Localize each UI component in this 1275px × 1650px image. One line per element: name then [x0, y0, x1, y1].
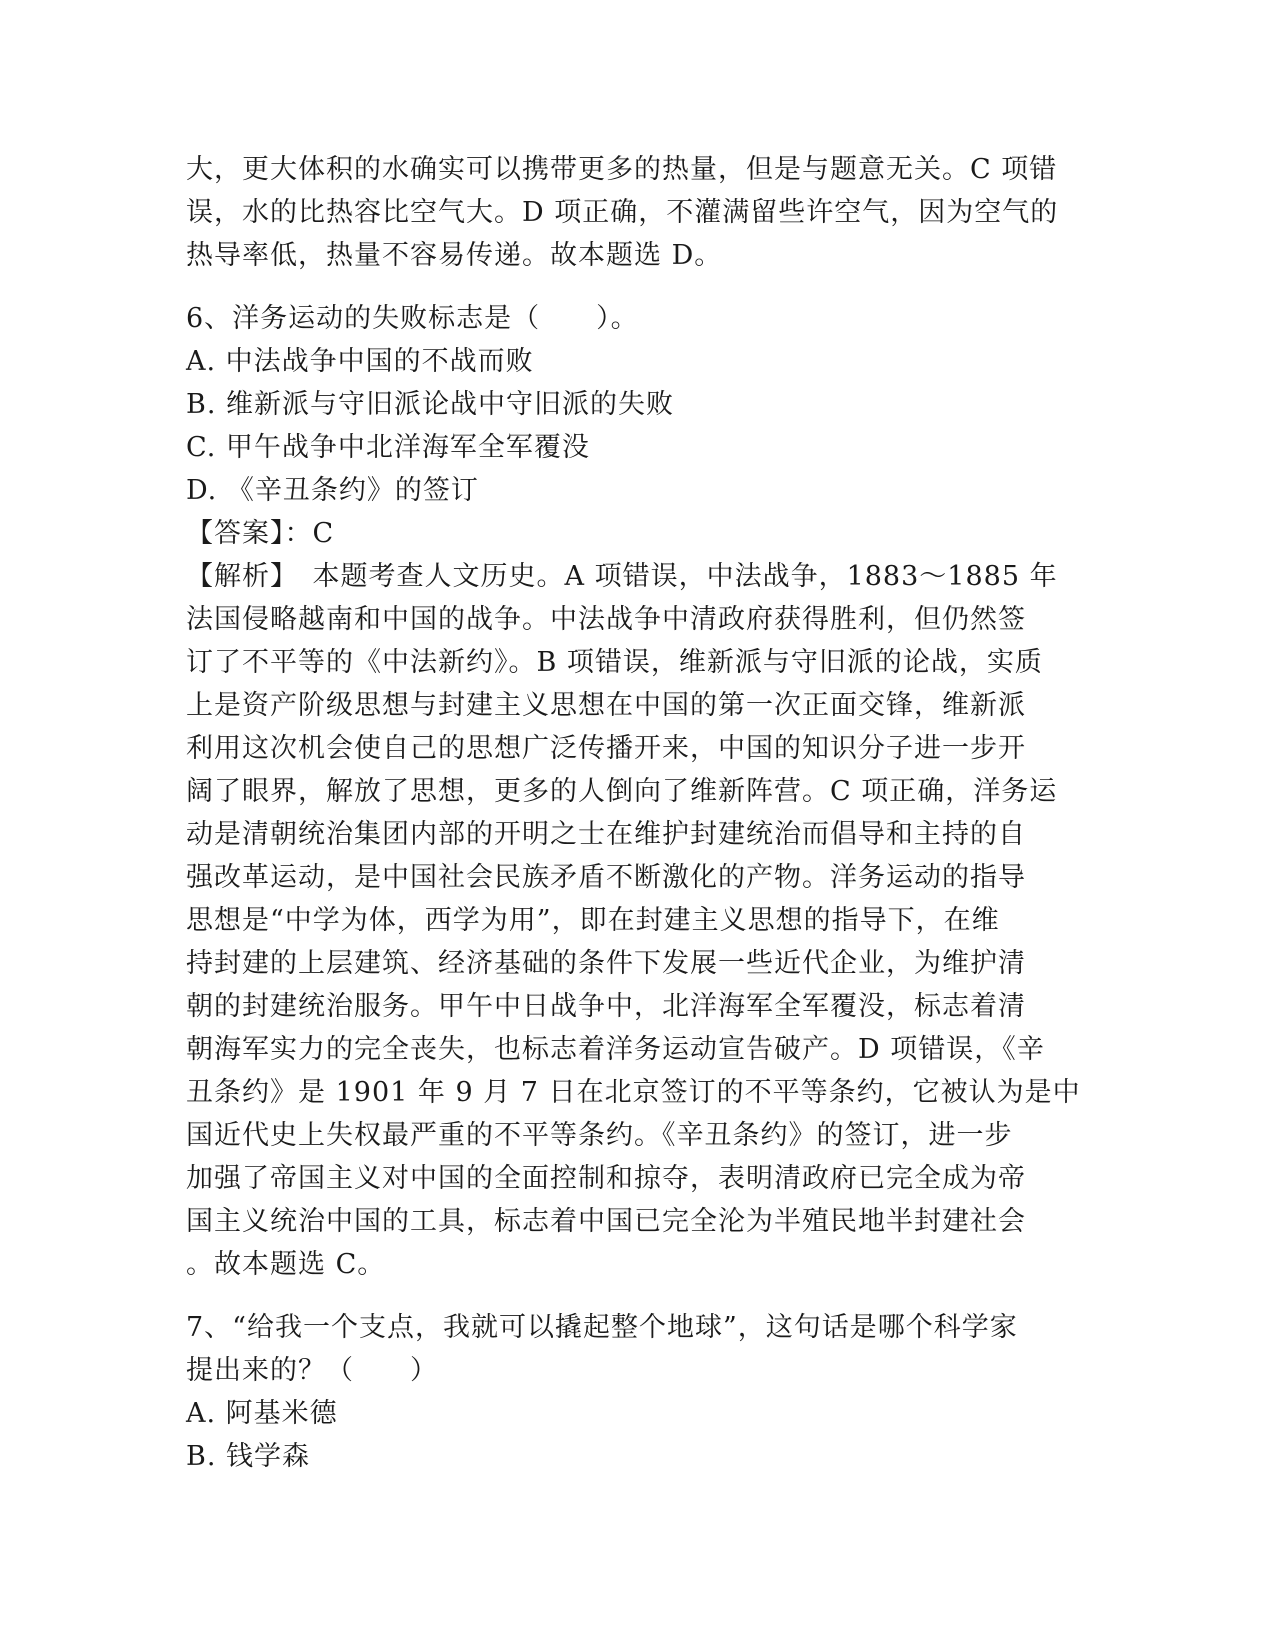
text-line: 国主义统治中国的工具，标志着中国已完全沦为半殖民地半封建社会 [186, 1206, 1026, 1237]
text-line: 朝海军实力的完全丧失，也标志着洋务运动宣告破产。D 项错误，《辛 [186, 1034, 1045, 1065]
text-line: 上是资产阶级思想与封建主义思想在中国的第一次正面交锋，维新派 [186, 690, 1026, 721]
text-line: 思想是“中学为体，西学为用”，即在封建主义思想的指导下，在维 [186, 905, 1000, 936]
text-line: 法国侵略越南和中国的战争。中法战争中清政府获得胜利，但仍然签 [186, 604, 1026, 635]
text-line: 。故本题选 C。 [186, 1249, 386, 1280]
option-a: A. 中法战争中国的不战而败 [186, 346, 534, 377]
text-line: 国近代史上失权最严重的不平等条约。《辛丑条约》的签订，进一步 [186, 1120, 1013, 1151]
question-stem [186, 1306, 1086, 1392]
text-line: 加强了帝国主义对中国的全面控制和掠夺，表明清政府已完全成为帝 [186, 1163, 1026, 1194]
option-b: B. 钱学森 [186, 1441, 311, 1472]
question-7 [186, 1306, 1086, 1478]
text-line: 丑条约》是 1901 年 9 月 7 日在北京签订的不平等条约，它被认为是中 [186, 1077, 1081, 1108]
text-line: 订了不平等的《中法新约》。B 项错误，维新派与守旧派的论战，实质 [186, 647, 1043, 678]
text-line: 热导率低，热量不容易传递。故本题选 D。 [186, 240, 723, 271]
option-b: B. 维新派与守旧派论战中守旧派的失败 [186, 389, 675, 420]
text-line: 强改革运动，是中国社会民族矛盾不断激化的产物。洋务运动的指导 [186, 862, 1026, 893]
text-line: 7、“给我一个支点，我就可以撬起整个地球”，这句话是哪个科学家 [186, 1312, 1018, 1343]
previous-explanation [186, 148, 1086, 277]
text-line: 阔了眼界，解放了思想，更多的人倒向了维新阵营。C 项正确，洋务运 [186, 776, 1058, 807]
option-c: C. 甲午战争中北洋海军全军覆没 [186, 432, 590, 463]
document-page [186, 148, 1086, 1478]
text-line: 利用这次机会使自己的思想广泛传播开来，中国的知识分子进一步开 [186, 733, 1026, 764]
analysis [186, 555, 1086, 1286]
question-stem: 6、洋务运动的失败标志是（ ）。 [186, 303, 639, 334]
text-line: 大，更大体积的水确实可以携带更多的热量，但是与题意无关。C 项错 [186, 154, 1058, 185]
answer-line: 【答案】：C [186, 518, 335, 549]
text-line: 误，水的比热容比空气大。D 项正确，不灌满留些许空气，因为空气的 [186, 197, 1059, 228]
text-line: 持封建的上层建筑、经济基础的条件下发展一些近代企业，为维护清 [186, 948, 1026, 979]
option-d: D. 《辛丑条约》的签订 [186, 475, 479, 506]
option-a: A. 阿基米德 [186, 1398, 338, 1429]
text-line: 动是清朝统治集团内部的开明之士在维护封建统治而倡导和主持的自 [186, 819, 1026, 850]
text-line: 提出来的？（ ） [186, 1355, 438, 1386]
text-line: 【解析】 本题考查人文历史。A 项错误，中法战争，1883～1885 年 [186, 561, 1058, 592]
question-6 [186, 297, 1086, 1286]
text-line: 朝的封建统治服务。甲午中日战争中，北洋海军全军覆没，标志着清 [186, 991, 1026, 1022]
